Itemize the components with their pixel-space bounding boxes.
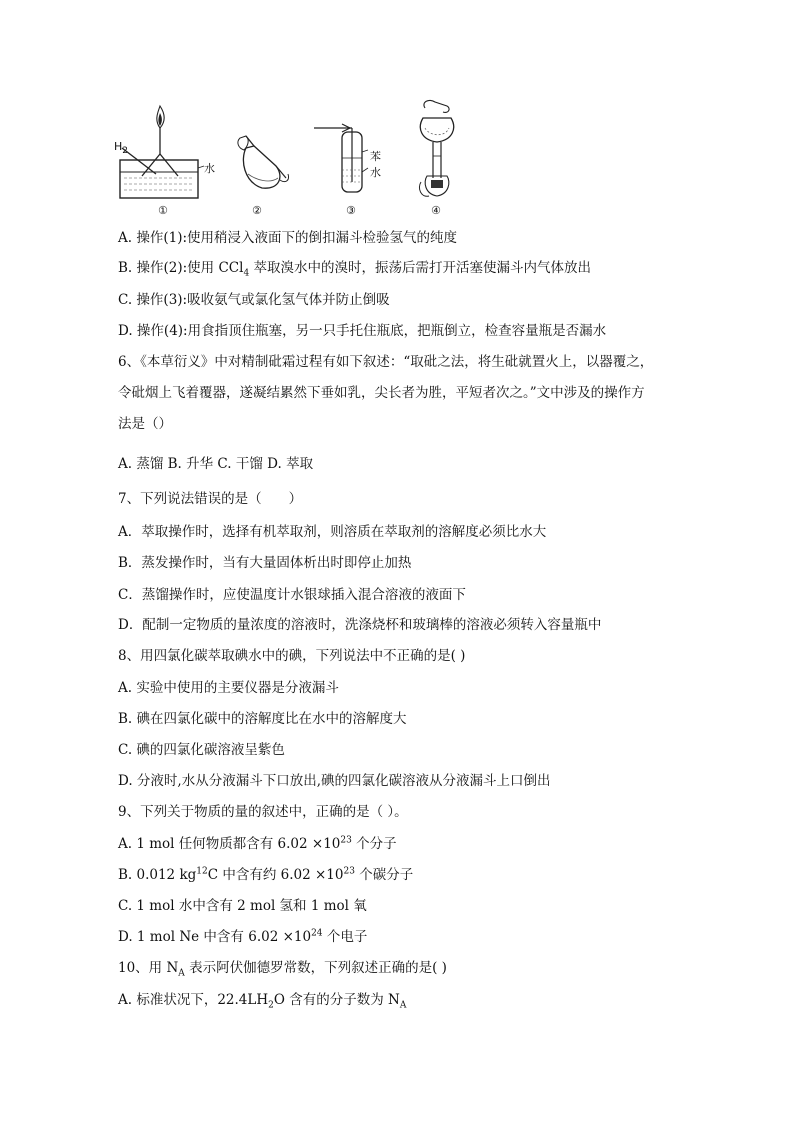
q8-option-c: C. 碘的四氯化碳溶液呈紫色 bbox=[118, 742, 285, 758]
q9-option-a: A. 1 mol 任何物质都含有 $6.02 \times 10^{23}$ 个分子 bbox=[118, 835, 397, 852]
q6-stem-line3: 法是（） bbox=[118, 416, 172, 432]
figure-label-2: ② bbox=[252, 204, 262, 217]
q5-option-b: B. 操作(2):使用 CCl$_4$ 萃取溴水中的溴时，振荡后需打开活塞使漏斗内气体放出 bbox=[118, 260, 591, 279]
q6-options: A. 蒸馏 B. 升华 C. 干馏 D. 萃取 bbox=[118, 456, 314, 472]
trough-funnel-drawing bbox=[112, 98, 222, 208]
q7-option-a: A．萃取操作时，选择有机萃取剂，则溶质在萃取剂的溶解度必须比水大 bbox=[118, 524, 547, 540]
q7-option-c: C．蒸馏操作时，应使温度计水银球插入混合溶液的液面下 bbox=[118, 587, 466, 603]
q5-option-c: C. 操作(3):吸收氨气或氯化氢气体并防止倒吸 bbox=[118, 292, 390, 308]
water-label-3: 水 bbox=[370, 166, 381, 179]
q5-option-a: A. 操作(1):使用稍浸入液面下的倒扣漏斗检验氢气的纯度 bbox=[118, 230, 458, 246]
q10-option-a: A. 标准状况下，$22.4LH_2O$ 含有的分子数为 $N_A$ bbox=[118, 992, 407, 1011]
q7-stem: 7、下列说法错误的是（ ） bbox=[118, 491, 303, 507]
q9-option-d: D. 1 mol Ne 中含有 $6.02 \times 10^{24}$ 个电子 bbox=[118, 928, 368, 945]
figure-2-shaking-funnel bbox=[232, 98, 292, 220]
figure-3-test-tube bbox=[312, 98, 392, 220]
figure-label-4: ④ bbox=[431, 204, 441, 217]
figure-1-funnel-trough bbox=[112, 98, 222, 220]
q5-option-d: D. 操作(4):用食指顶住瓶塞，另一只手托住瓶底，把瓶倒立，检查容量瓶是否漏水 bbox=[118, 323, 607, 339]
q6-stem-line1: 6、《本草衍义》中对精制砒霜过程有如下叙述：“取砒之法，将生砒就置火上，以器覆之， bbox=[118, 354, 654, 370]
q8-option-d: D. 分液时,水从分液漏斗下口放出,碘的四氯化碳溶液从分液漏斗上口倒出 bbox=[118, 773, 551, 789]
q9-option-c: C. 1 mol 水中含有 2 mol 氢和 1 mol 氧 bbox=[118, 898, 367, 914]
water-label: 水 bbox=[204, 162, 215, 175]
q8-option-b: B. 碘在四氯化碳中的溶解度比在水中的溶解度大 bbox=[118, 711, 407, 727]
q9-option-b: B. 0.012 $kg^{12}C$ 中含有约 $6.02 \times 10^{23}$ 个碳分子 bbox=[118, 866, 414, 883]
q10-stem: 10、用 $N_A$ 表示阿伏伽德罗常数，下列叙述正确的是( ) bbox=[118, 960, 447, 979]
figure-label-1: ① bbox=[158, 204, 168, 217]
q7-option-b: B．蒸发操作时，当有大量固体析出时即停止加热 bbox=[118, 555, 412, 571]
apparatus-figures bbox=[112, 98, 492, 220]
volumetric-flask-drawing bbox=[407, 98, 477, 204]
benzene-label: 苯 bbox=[370, 150, 381, 163]
h2-label: $H_2$ bbox=[114, 140, 129, 157]
shaking-funnel-drawing bbox=[232, 98, 292, 202]
q8-stem: 8、用四氯化碳萃取碘水中的碘，下列说法中不正确的是( ) bbox=[118, 648, 466, 664]
q8-option-a: A. 实验中使用的主要仪器是分液漏斗 bbox=[118, 680, 339, 696]
q9-stem: 9、下列关于物质的量的叙述中，正确的是（ ）。 bbox=[118, 804, 408, 820]
q6-stem-line2: 令砒烟上飞着覆器，遂凝结累然下垂如乳，尖长者为胜，平短者次之。”文中涉及的操作方 bbox=[118, 385, 645, 401]
figure-4-volumetric-flask bbox=[407, 98, 477, 220]
q7-option-d: D．配制一定物质的量浓度的溶液时，洗涤烧杯和玻璃棒的溶液必须转入容量瓶中 bbox=[118, 617, 602, 633]
figure-label-3: ③ bbox=[346, 204, 356, 217]
